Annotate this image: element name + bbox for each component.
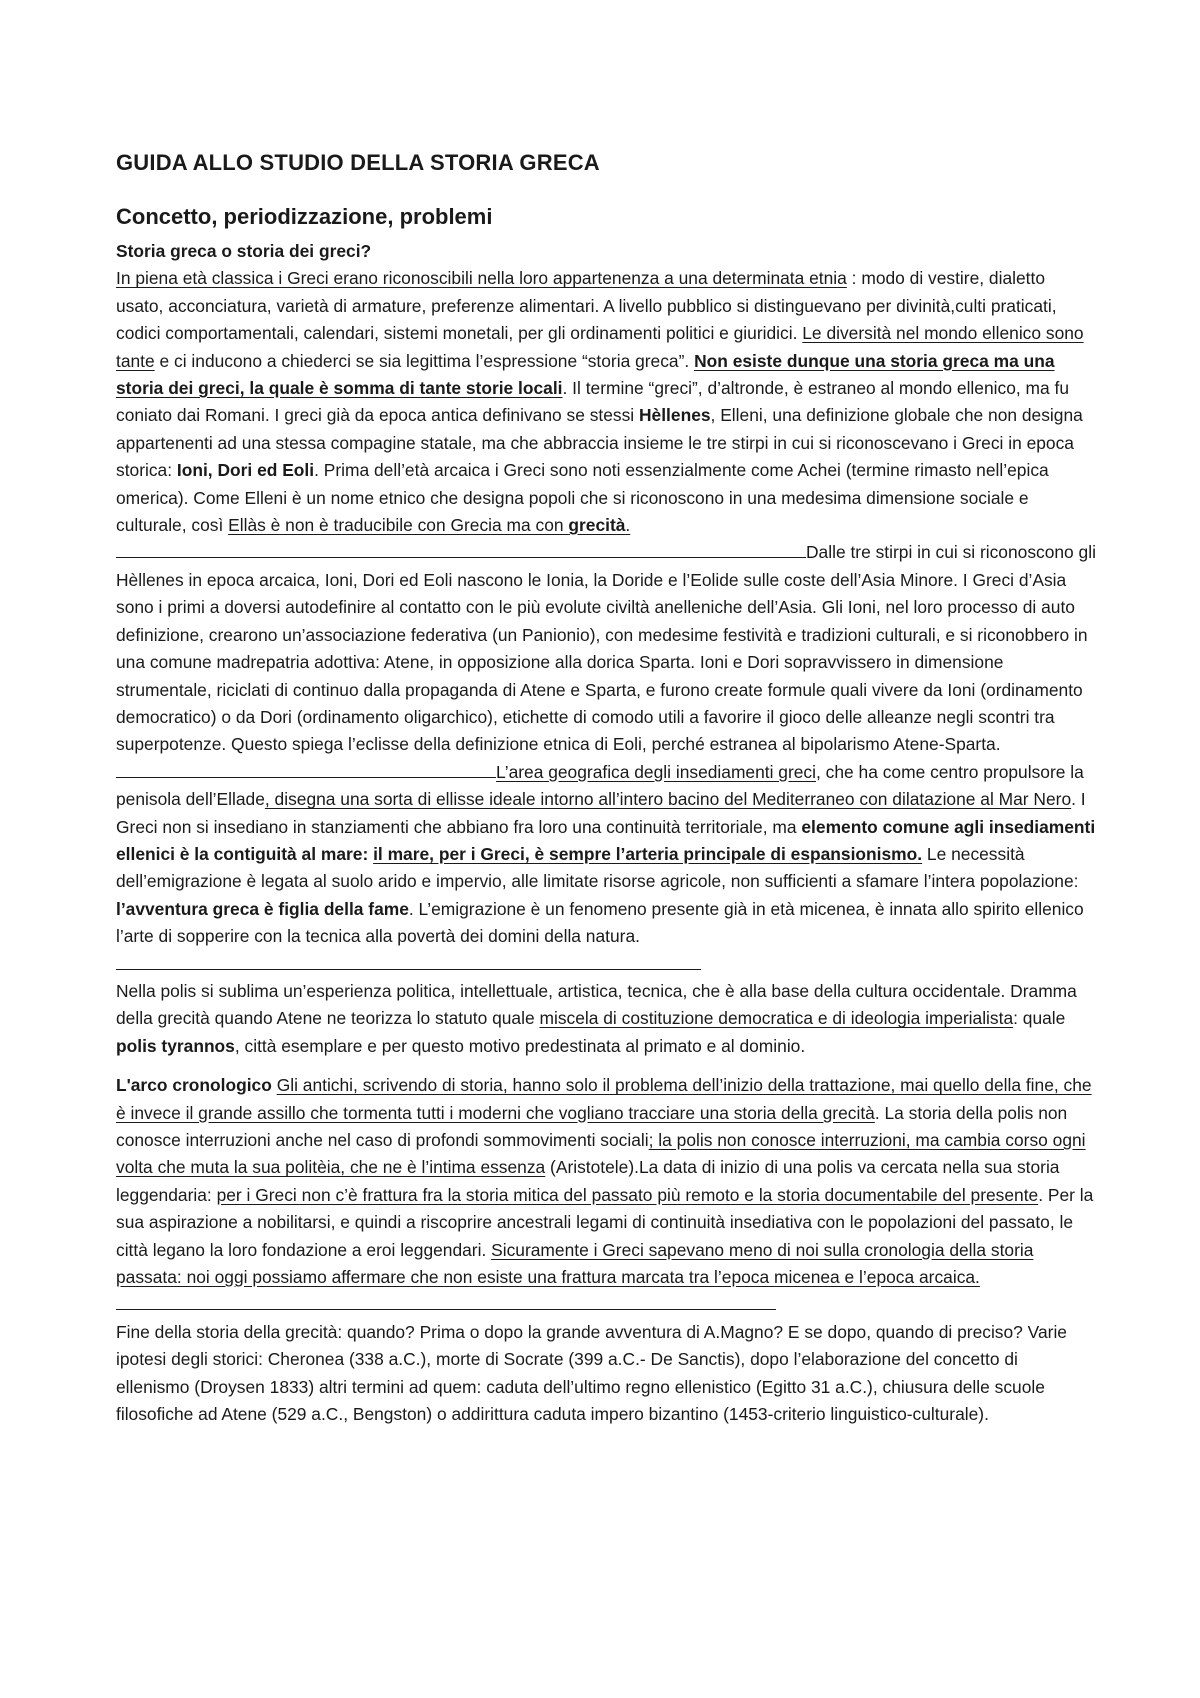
underline-filler (116, 759, 496, 778)
text-span: Sicuramente i Greci sapevano meno di noi sulla cronologia della storia passata: noi oggi possiamo affermare che non esiste una frattura marcata tra l’epoca micenea e l’epoca arcaica. (116, 1239, 1034, 1288)
text-span: Gli antichi, scrivendo di storia, hanno solo il problema dell’inizio della trattazione, mai quello della fine, che è invece il grande assillo che tormenta tutti i moderni che vogliano tracciare una storia della grecità (116, 1075, 1092, 1123)
text-span: . La storia della polis non conosce interruzioni anche nel caso di profondi sommovimenti sociali (116, 1102, 1068, 1150)
text-span: e ci inducono a chiederci se sia legittima l’espressione “storia greca”. (154, 350, 695, 371)
text-span: , città esemplare e per questo motivo predestinata al primato e al dominio. (234, 1035, 806, 1056)
text-span: : quale (1013, 1008, 1066, 1029)
document-title: GUIDA ALLO STUDIO DELLA STORIA GRECA (116, 150, 600, 175)
paragraph-end-of-history: Fine della storia della grecità: quando? Prima o dopo la grande avventura di A.Magno? E se dopo, quando di preciso? Varie ipotesi degli storici: Cheronea (338 a.C.), morte di Socrate (399 a.C.- De Sanctis), dopo l’elaborazione del concetto di ellenismo (Droysen 1833) altri termini ad quem: caduta dell’ultimo regno ellenistico (Egitto 31 a.C.), chiusura delle scuole filosofiche ad Atene (529 a.C., Bengston) o addirittura caduta impero bizantino (1453-criterio linguistico-culturale). (116, 1321, 1067, 1425)
text-span: Hèllenes (639, 405, 711, 426)
text-span: miscela di costituzione democratica e di ideologia imperialista (539, 1008, 1014, 1029)
text-span: . I Greci non si insediano in stanziamenti che abbiano fra loro una continuità territoriale, ma (116, 789, 1086, 837)
text-span: L’area geografica degli insediamenti greci (496, 761, 816, 782)
underline-filler (116, 951, 701, 970)
text-span: . L’emigrazione è un fenomeno presente già in età micenea, è innata allo spirito ellenico l’arte di sopperire con la tecnica alla povertà dei domini della natura. (116, 898, 1084, 947)
text-span: . Per la sua aspirazione a nobilitarsi, e quindi a riscoprire ancestrali legami di continuità insediativa con le popolazioni del passato, le città legano la loro fondazione a eroi leggendari. (116, 1184, 1094, 1260)
text-span: In piena età classica i Greci erano riconoscibili nella loro appartenenza a una determinata etnia (116, 268, 847, 289)
text-span: Ellàs è non è traducibile con Grecia ma con (228, 515, 569, 536)
text-span: il mare, per i Greci, è sempre l’arteria principale di espansionismo. (373, 843, 923, 864)
text-span: L'arco cronologico (116, 1075, 272, 1096)
paragraph-greek-identity (116, 265, 1096, 978)
underline-filler (116, 539, 806, 558)
text-span: Le necessità dell’emigrazione è legata al suolo arido e impervio, alle limitate risorse agricole, non sufficienti a sfamare l’intera popolazione: (116, 843, 1079, 892)
paragraph-polis (116, 978, 1096, 1060)
text-span: , disegna una sorta di ellisse ideale intorno all’intero bacino del Mediterraneo con dilatazione al Mar Nero (264, 789, 1072, 810)
text-span: , Elleni, una definizione globale che non designa appartenenti ad una stessa compagine statale, ma che abbraccia insieme le tre stirpi in cui si riconoscevano i Greci in epoca storica: (116, 405, 1083, 481)
text-span: polis tyrannos (116, 1035, 235, 1056)
paragraph-chronology (116, 1072, 1096, 1319)
underline-filler (116, 1291, 776, 1310)
text-span: . Prima dell’età arcaica i Greci sono noti essenzialmente come Achei (termine rimasto nell’epica omerica). Come Elleni è un nome etnico che designa popoli che si riconoscono in una medesima dimensione sociale e culturale, così (116, 460, 1049, 536)
text-span: grecità (568, 515, 626, 536)
text-span: . (625, 515, 631, 536)
text-span: Dalle tre stirpi in cui si riconoscono gli Hèllenes in epoca arcaica, Ioni, Dori ed Eoli nascono le Ionia, la Doride e l’Eolide sulle coste dell’Asia Minore. I Greci d’Asia sono i primi a doversi autodefinire al contatto con le più evolute civiltà anelleniche dell’Asia. Gli Ioni, nel loro processo di auto definizione, crearono un’associazione federativa (un Panionio), con medesime festività e tradizioni culturali, e si riconobbero in una comune madrepatria adottiva: Atene, in opposizione alla dorica Sparta. Ioni e Dori sopravvissero in dimensione strumentale, riciclati di continuo dalla propaganda di Atene e Sparta, e furono create formule quali vivere da Ioni (ordinamento democratico) o da Dori (ordinamento oligarchico), etichette di comodo utili a favorire il gioco delle alleanze negli scontri tra superpotenze. Questo spiega l’eclisse della definizione etnica di Eoli, perché estranea al bipolarismo Atene-Sparta. (116, 542, 1096, 755)
section-title: Concetto, periodizzazione, problemi (116, 204, 493, 229)
text-span: ; la polis non conosce interruzioni, ma cambia corso ogni volta che muta la sua politèia, che ne è l’intima essenza (116, 1130, 1086, 1178)
text-span: l’avventura greca è figlia della fame (116, 898, 409, 919)
text-span: Nella polis si sublima un’esperienza politica, intellettuale, artistica, tecnica, che è alla base della cultura occidentale. Dramma della grecità quando Atene ne teorizza lo statuto quale (116, 980, 1077, 1029)
text-span: Le diversità nel mondo ellenico sono tante (116, 323, 1084, 371)
text-span: Non esiste dunque una storia greca ma una storia dei greci, la quale è somma di tante storie locali (116, 350, 1055, 399)
text-span: : modo di vestire, dialetto usato, acconciatura, varietà di armature, preferenze alimentari. A livello pubblico si distinguevano per divinità,culti praticati, codici comportamentali, calendari, sistemi monetali, per gli ordinamenti politici e giuridici. (116, 268, 1057, 344)
document-body (116, 238, 1096, 1428)
text-span: Ioni, Dori ed Eoli (176, 460, 315, 481)
text-span: elemento comune agli insediamenti ellenici è la contiguità al mare: (116, 816, 1096, 864)
text-span: , che ha come centro propulsore la penisola dell’Ellade (116, 761, 1084, 810)
text-span: (Aristotele).La data di inizio di una polis va cercata nella sua storia leggendaria: (116, 1157, 1060, 1205)
text-span: per i Greci non c’è frattura fra la storia mitica del passato più remoto e la storia documentabile del presente (216, 1184, 1039, 1205)
subsection-question: Storia greca o storia dei greci? (116, 241, 372, 261)
text-span: . Il termine “greci”, d’altronde, è estraneo al mondo ellenico, ma fu coniato dai Romani. I greci già da epoca antica definivano se stessi (116, 378, 1070, 426)
